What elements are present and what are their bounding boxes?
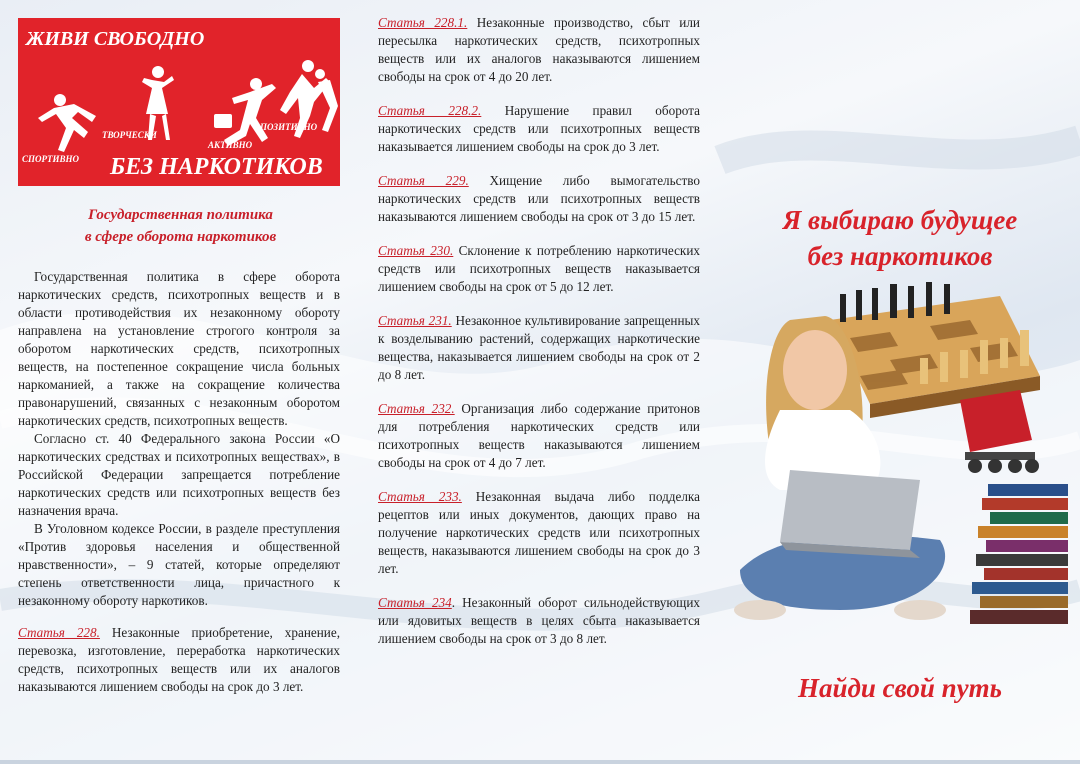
article-item xyxy=(378,488,700,578)
article-228 xyxy=(18,624,340,696)
articles-list xyxy=(378,14,700,664)
article-label: Статья 228.1. xyxy=(378,15,468,30)
article-item xyxy=(378,102,700,156)
article-text: . Незаконный оборот сильнодействующих или ядовитых веществ в целях сбыта наказывается лишением свободы на срок от 3 до 8 лет. xyxy=(378,595,700,646)
choice-headline xyxy=(720,202,1080,274)
tag-active: АКТИВНО xyxy=(208,140,253,150)
bottom-divider xyxy=(0,760,1080,764)
article-item xyxy=(378,172,700,226)
section-title-line1: Государственная политика xyxy=(88,207,273,223)
article-item xyxy=(378,242,700,296)
left-panel xyxy=(0,0,360,764)
article-item xyxy=(378,14,700,86)
tag-creative: ТВОРЧЕСКИ xyxy=(102,130,157,140)
headline-line2: без наркотиков xyxy=(807,241,993,271)
books-stack-icon xyxy=(970,484,1068,624)
article-text: Нарушение правил оборота наркотических средств или психотропных веществ наказывается лишением свободы на срок до 3 лет. xyxy=(378,103,700,154)
article-text: Незаконные приобретение, хранение, перевозка, изготовление, переработка наркотических средств, психотропных веществ или их аналогов наказываются лишением свободы на срок до 3 лет. xyxy=(18,625,340,694)
article-label: Статья 230. xyxy=(378,243,454,258)
article-text: Склонение к потреблению наркотических средств или психотропных веществ наказывается лишением свободы на срок от 5 до 12 лет. xyxy=(378,243,700,294)
policy-text xyxy=(18,268,340,712)
paragraph: Государственная политика в сфере оборота наркотических средств, психотропных веществ и в области противодействия их незаконному обороту направлена на установление строгого контроля за оборотом наркотических средств, психотропных веществ, на постепенное сокращение числа больных наркоманией, а также на сокращение количества правонарушений, связанных с незаконным оборотом наркотических средств, психотропных веществ. xyxy=(18,269,340,428)
headline-line1: Я выбираю будущее xyxy=(782,205,1018,235)
article-item xyxy=(378,312,700,384)
article-label: Статья 228. xyxy=(18,625,100,640)
article-text: Незаконное культивирование запрещенных к возделыванию растений, содержащих наркотические вещества, наказывается лишением свободы на срок от 2 до 8 лет. xyxy=(378,313,700,382)
article-label: Статья 228.2. xyxy=(378,103,482,118)
slogan-banner xyxy=(18,18,340,186)
paragraph: Согласно ст. 40 Федерального закона России «О наркотических средствах и психотропных веществах», в Российской Федерации запрещается потребление наркотических средств или психотропных веществ без назначения врача. xyxy=(18,431,340,518)
tag-positive: ПОЗИТИВНО xyxy=(260,122,318,132)
article-text: Хищение либо вымогательство наркотических средств или психотропных веществ наказываются лишением свободы на срок от 3 до 15 лет. xyxy=(378,173,700,224)
article-label: Статья 232. xyxy=(378,401,455,416)
article-label: Статья 233. xyxy=(378,489,462,504)
middle-panel xyxy=(360,0,720,764)
student-illustration-icon xyxy=(720,280,1080,660)
article-label: Статья 234 xyxy=(378,595,452,610)
article-item xyxy=(378,400,700,472)
tag-sporty: СПОРТИВНО xyxy=(22,154,80,164)
article-text: Незаконные производство, сбыт или пересылка наркотических средств, психотропных веществ или их аналогов наказываются лишением свободы на срок от 4 до 20 лет. xyxy=(378,15,700,84)
right-panel xyxy=(720,0,1080,764)
article-label: Статья 229. xyxy=(378,173,469,188)
article-item xyxy=(378,594,700,648)
article-text: Незаконная выдача либо подделка рецептов или иных документов, дающих право на получение наркотических средств или психотропных веществ, наказываются лишением свободы на срок до 3 лет. xyxy=(378,489,700,576)
paragraph: В Уголовном кодексе России, в разделе преступления «Против здоровья населения и общественной нравственности», – 9 статей, которые определяют степень ответственности лица, причастного к незаконному обороту наркотиков. xyxy=(18,521,340,608)
section-title-line2: в сфере оборота наркотиков xyxy=(84,229,277,245)
footer-slogan: Найди свой путь xyxy=(798,673,1002,703)
article-text: Организация либо содержание притонов для потребления наркотических средств или психотропных веществ наказываются лишением свободы на срок от 4 до 7 лет. xyxy=(378,401,701,470)
roller-skate-icon xyxy=(960,390,1039,473)
article-label: Статья 231. xyxy=(378,313,452,328)
banner-line1: ЖИВИ СВОБОДНО xyxy=(26,28,205,50)
banner-line2: БЕЗ НАРКОТИКОВ xyxy=(110,154,323,180)
section-title xyxy=(18,204,343,248)
